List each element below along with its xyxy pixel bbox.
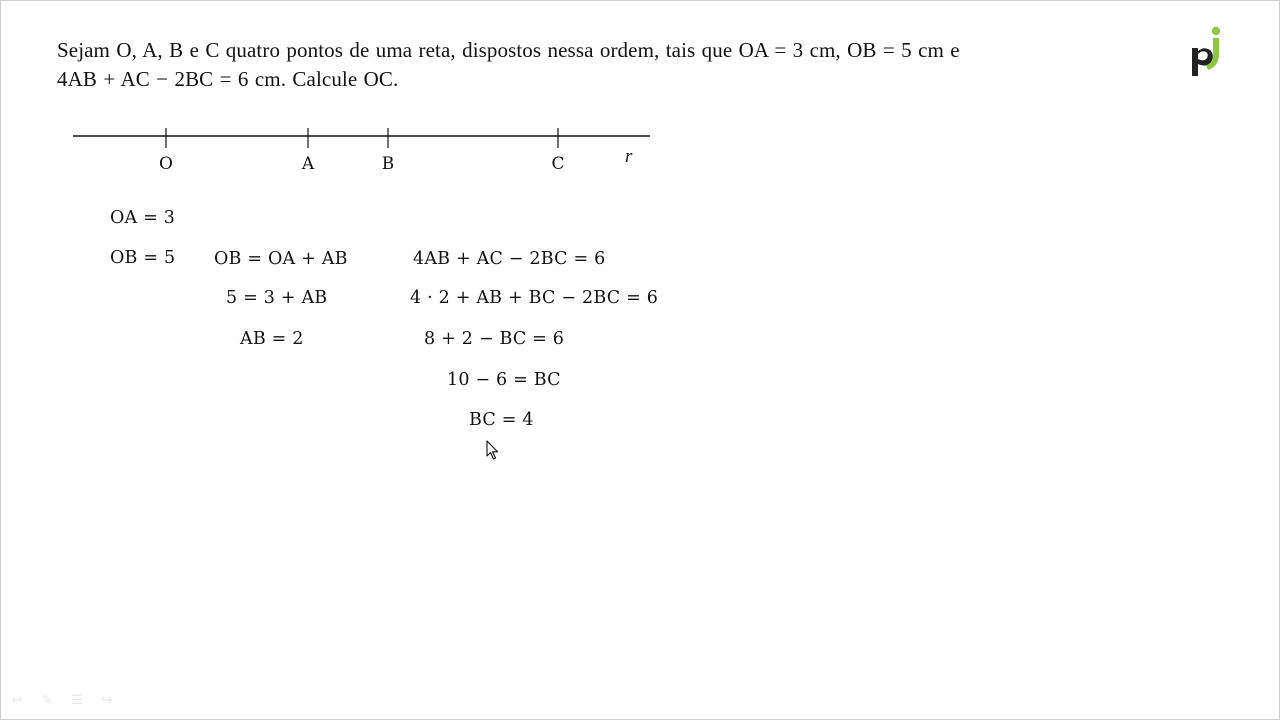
forward-arrow-icon[interactable]: ↪ (101, 693, 113, 708)
step-bc-1: 4AB + AC − 2BC = 6 (413, 249, 606, 269)
problem-statement (57, 36, 1137, 94)
mouse-pointer-icon (486, 440, 500, 460)
point-label-o: O (159, 154, 173, 174)
step-ab-1: OB = OA + AB (214, 249, 348, 269)
step-ab-2: 5 = 3 + AB (226, 288, 328, 308)
problem-line-1: Sejam O, A, B e C quatro pontos de uma reta, dispostos nessa ordem, tais que OA = 3 cm, OB = 5 cm e (57, 38, 960, 62)
step-bc-4: 10 − 6 = BC (447, 370, 561, 390)
given-oa: OA = 3 (110, 208, 176, 228)
given-ob: OB = 5 (110, 248, 176, 268)
line-name-r: r (625, 146, 633, 167)
pen-icon[interactable]: ✎ (41, 693, 53, 708)
pi-logo-icon (1186, 24, 1226, 80)
point-label-c: C (551, 154, 565, 174)
step-bc-5: BC = 4 (469, 410, 534, 430)
problem-line-2: 4AB + AC − 2BC = 6 cm. Calcule OC. (57, 67, 399, 91)
step-ab-3: AB = 2 (240, 329, 304, 349)
point-label-a: A (301, 154, 315, 174)
point-label-b: B (381, 154, 395, 174)
number-line-r (60, 120, 670, 190)
back-arrow-icon[interactable]: ↩ (11, 693, 23, 708)
step-bc-3: 8 + 2 − BC = 6 (424, 329, 565, 349)
menu-icon[interactable]: ☰ (71, 693, 83, 708)
slideshow-toolbar (8, 694, 116, 708)
step-bc-2: 4 · 2 + AB + BC − 2BC = 6 (410, 288, 659, 308)
